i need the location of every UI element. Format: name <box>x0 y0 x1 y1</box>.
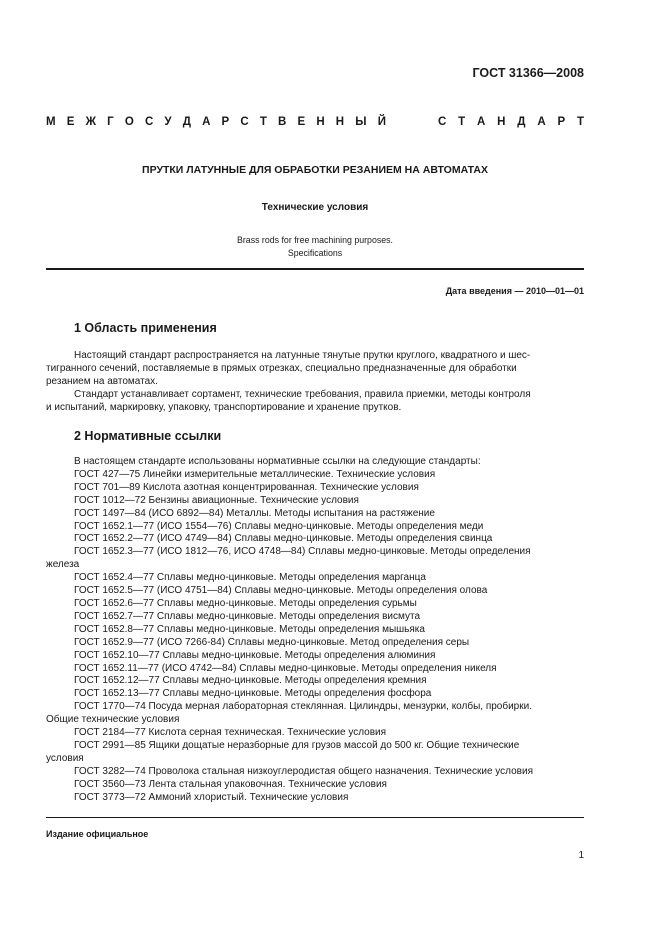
reference-item: ГОСТ 1652.4—77 Сплавы медно-цинковые. Методы определения марганца <box>74 572 426 584</box>
standard-type-letter: У <box>164 116 172 128</box>
paragraph-line: Настоящий стандарт распространяется на латунные тянутые прутки круглого, квадратного и шес- <box>74 350 531 361</box>
standard-type-letter: С <box>240 116 249 128</box>
reference-item: ГОСТ 1652.9—77 (ИСО 7266-84) Сплавы медно-цинковые. Метод определения серы <box>74 636 470 648</box>
introduction-date: Дата введения — 2010—01—01 <box>445 286 584 296</box>
section-1-paragraph-1 <box>46 350 584 389</box>
section-2-heading: 2 Нормативные ссылки <box>74 429 222 443</box>
standard-type-letter: Е <box>297 116 306 128</box>
standard-type-letter: Р <box>221 116 230 128</box>
standard-type-letter: А <box>202 116 211 128</box>
reference-item: ГОСТ 2184—77 Кислота серная техническая. Технические условия <box>74 727 387 739</box>
reference-item: ГОСТ 1652.13—77 Сплавы медно-цинковые. Методы определения фосфора <box>74 688 432 700</box>
reference-item: ГОСТ 3560—73 Лента стальная упаковочная. Технические условия <box>74 778 387 790</box>
standard-type-letter: А <box>477 116 486 128</box>
document-code: ГОСТ 31366—2008 <box>472 66 584 80</box>
reference-item: ГОСТ 1652.1—77 (ИСО 1554—76) Сплавы медно-цинковые. Методы определения меди <box>74 520 484 532</box>
standard-type-letter: Т <box>259 116 267 128</box>
reference-item-continuation: условия <box>46 752 84 764</box>
reference-item-continuation: железа <box>46 559 80 571</box>
standard-type-letter: А <box>537 116 546 128</box>
reference-item-continuation: Общие технические условия <box>46 714 180 726</box>
standard-type-letter: Ж <box>85 116 96 128</box>
reference-item: ГОСТ 1652.11—77 (ИСО 4742—84) Сплавы медно-цинковые. Методы определения никеля <box>74 662 497 674</box>
standard-type-letter: С <box>438 116 447 128</box>
reference-item: ГОСТ 2991—85 Ящики дощатые неразборные для грузов массой до 500 кг. Общие технические <box>74 739 520 751</box>
section-1-heading: 1 Область применения <box>74 321 217 335</box>
section-1-paragraph-2 <box>46 389 584 415</box>
document-title: ПРУТКИ ЛАТУННЫЕ ДЛЯ ОБРАБОТКИ РЕЗАНИЕМ НА АВТОМАТАХ <box>142 164 488 176</box>
standard-type-right <box>438 116 584 128</box>
reference-item: ГОСТ 427—75 Линейки измерительные металлические. Технические условия <box>74 468 436 480</box>
standard-type-letter: Н <box>497 116 506 128</box>
paragraph-line: тигранного сечений, поставляемые в прямых отрезках, специально предназначенные для обработки <box>46 362 517 374</box>
standard-type-letter: Й <box>377 116 386 128</box>
standard-type-letter: О <box>124 116 134 128</box>
standard-type-letter: М <box>46 116 56 128</box>
reference-item: ГОСТ 1652.2—77 (ИСО 4749—84) Сплавы медно-цинковые. Методы определения свинца <box>74 533 493 545</box>
reference-item: ГОСТ 3282—74 Проволока стальная низкоуглеродистая общего назначения. Технические условия <box>74 765 533 777</box>
references-intro: В настоящем стандарте использованы нормативные ссылки на следующие стандарты: <box>74 456 481 467</box>
standard-type-letter: Т <box>458 116 466 128</box>
standard-type-letter: Н <box>335 116 345 128</box>
reference-item: ГОСТ 1652.7—77 Сплавы медно-цинковые. Методы определения висмута <box>74 610 421 622</box>
reference-item: ГОСТ 1652.12—77 Сплавы медно-цинковые. Методы определения кремния <box>74 675 427 687</box>
reference-item: ГОСТ 701—89 Кислота азотная концентрированная. Технические условия <box>74 481 419 493</box>
standard-type-letter: Н <box>316 116 325 128</box>
reference-item: ГОСТ 1652.5—77 (ИСО 4751—84) Сплавы медно-цинковые. Методы определения олова <box>74 585 488 597</box>
reference-item: ГОСТ 1652.3—77 (ИСО 1812—76, ИСО 4748—84) Сплавы медно-цинковые. Методы определения <box>74 546 531 558</box>
standard-type-letter: Т <box>576 116 584 128</box>
reference-item: ГОСТ 1652.8—77 Сплавы медно-цинковые. Методы определения мышьяка <box>74 623 425 635</box>
standard-type-letter: С <box>144 116 154 128</box>
standard-type-letter: Д <box>182 116 191 128</box>
standard-type-letter: Е <box>66 116 75 128</box>
reference-item: ГОСТ 1012—72 Бензины авиационные. Технические условия <box>74 494 359 506</box>
paragraph-line: резанием на автоматах. <box>46 375 158 387</box>
standard-type-letter: В <box>278 116 287 128</box>
reference-item: ГОСТ 1497—84 (ИСО 6892—84) Металлы. Методы испытания на растяжение <box>74 507 435 519</box>
english-title <box>46 234 584 260</box>
reference-item: ГОСТ 3773—72 Аммоний хлористый. Технические условия <box>74 791 349 803</box>
english-title-line-1: Brass rods for free machining purposes. <box>237 235 393 245</box>
references-list <box>46 456 584 804</box>
standard-type-letter: Г <box>107 116 114 128</box>
paragraph-line: и испытаний, маркировку, упаковку, транспортирование и хранение прутков. <box>46 401 402 413</box>
page-number: 1 <box>578 850 584 861</box>
document-subtitle: Технические условия <box>261 202 369 213</box>
standard-type-letter: Ы <box>355 116 367 128</box>
reference-item: ГОСТ 1770—74 Посуда мерная лабораторная стеклянная. Цилиндры, мензурки, колбы, пробирки. <box>74 701 532 713</box>
footer-divider <box>46 817 584 818</box>
title-divider <box>46 268 584 270</box>
standard-type-letter: Р <box>557 116 566 128</box>
reference-item: ГОСТ 1652.6—77 Сплавы медно-цинковые. Методы определения сурьмы <box>74 597 417 609</box>
english-title-line-2: Specifications <box>287 248 343 258</box>
standard-type-letter: Д <box>517 116 526 128</box>
edition-label: Издание официальное <box>46 829 149 839</box>
standard-type-left <box>46 116 386 128</box>
reference-item: ГОСТ 1652.10—77 Сплавы медно-цинковые. Методы определения алюминия <box>74 649 436 661</box>
paragraph-line: Стандарт устанавливает сортамент, технические требования, правила приемки, методы контроля <box>74 389 531 400</box>
